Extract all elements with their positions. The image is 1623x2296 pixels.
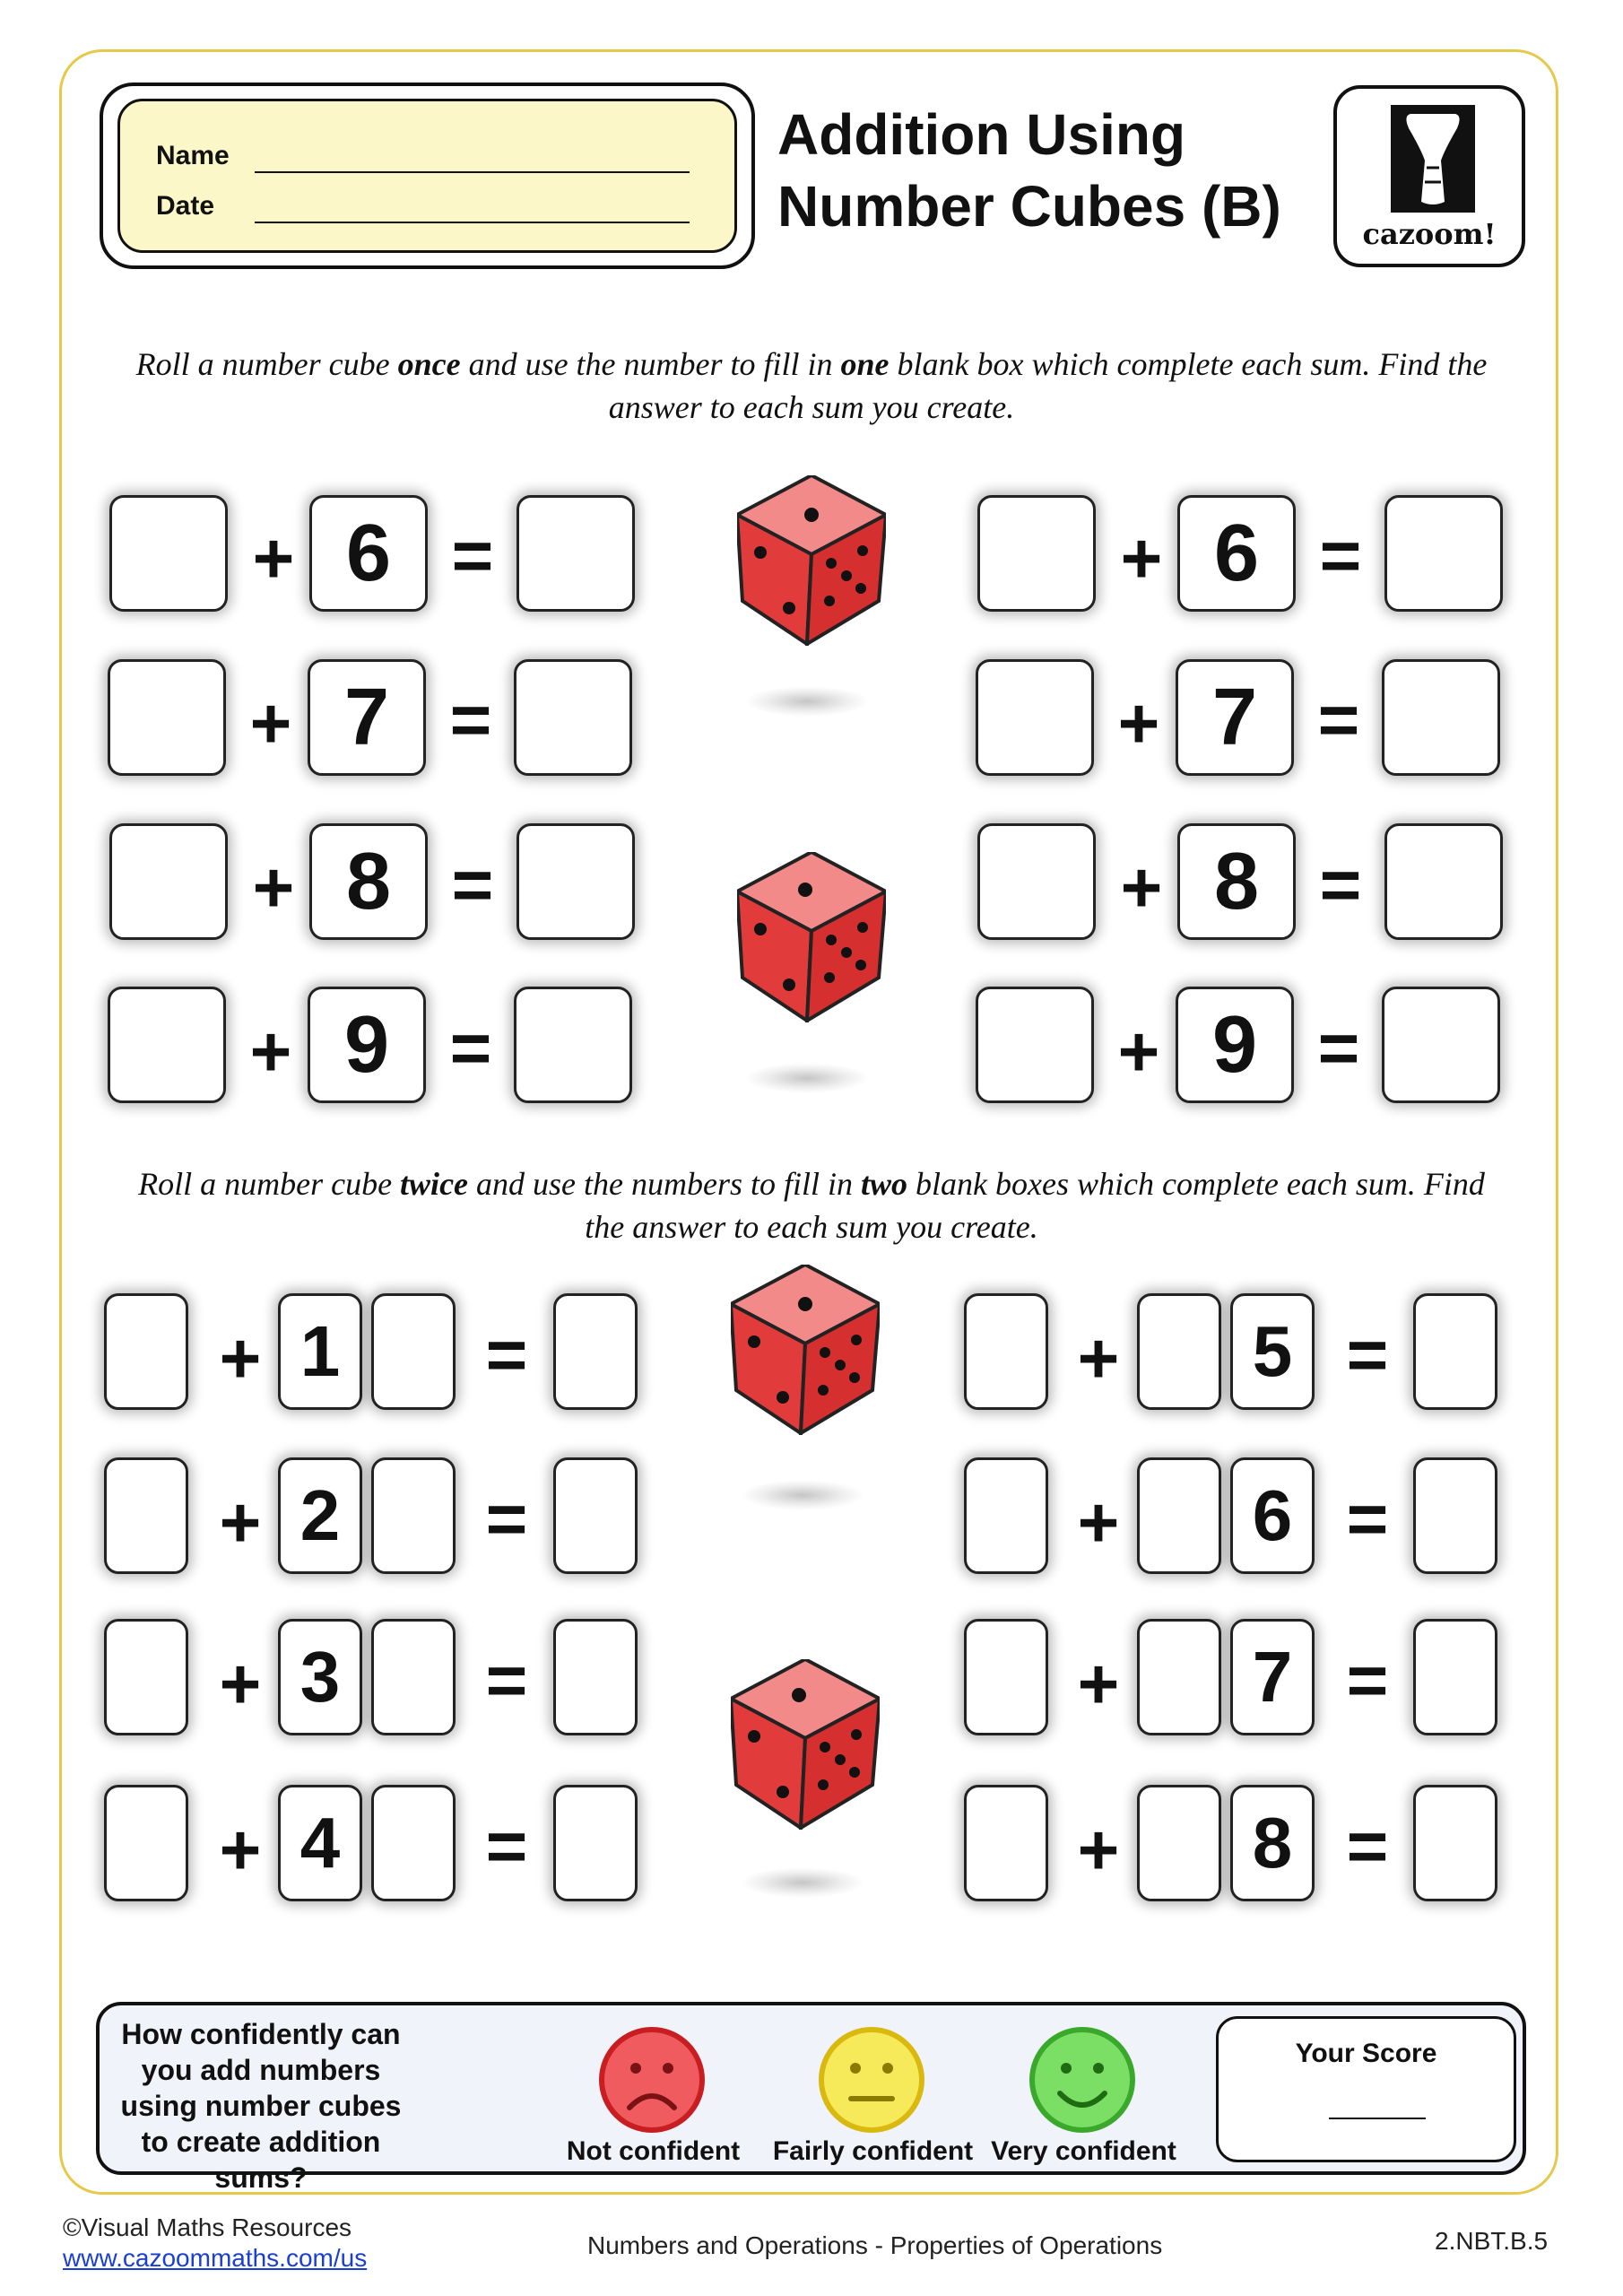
plus-sign: + xyxy=(1077,1483,1120,1562)
equals-sign: = xyxy=(485,1806,528,1886)
equals-sign: = xyxy=(1319,845,1362,925)
given-addend-box: 7 xyxy=(1176,659,1294,776)
footer-topic: Numbers and Operations - Properties of Operations xyxy=(587,2231,1163,2259)
blank-addend-box[interactable] xyxy=(104,1619,188,1735)
blank-addend-box[interactable] xyxy=(109,823,228,940)
equals-sign: = xyxy=(449,1008,492,1088)
given-addend-box: 7 xyxy=(308,659,426,776)
given-addend-box: 9 xyxy=(308,987,426,1103)
section1-instruction: Roll a number cube once and use the number to fill in one blank box which complete each sum. Find the answer to each sum you create. xyxy=(135,346,1488,425)
answer-box[interactable] xyxy=(1413,1293,1497,1410)
footer-copyright: ©Visual Maths Resources xyxy=(63,2213,352,2241)
plus-sign: + xyxy=(219,1318,262,1398)
plus-sign: + xyxy=(1120,848,1163,927)
happy-face-icon[interactable] xyxy=(1028,2025,1137,2135)
answer-box[interactable] xyxy=(1384,495,1503,612)
equals-sign: = xyxy=(485,1315,528,1395)
answer-box[interactable] xyxy=(1382,987,1500,1103)
dice-icon xyxy=(731,1265,880,1435)
plus-sign: + xyxy=(1117,683,1160,763)
dice-shadow xyxy=(744,686,870,717)
plus-sign: + xyxy=(219,1810,262,1890)
sad-face-icon[interactable] xyxy=(597,2025,707,2135)
plus-sign: + xyxy=(219,1483,262,1562)
plus-sign: + xyxy=(1077,1318,1120,1398)
section2-instruction: Roll a number cube twice and use the numbers to fill in two blank boxes which complete each sum. Find the answer to each sum you create. xyxy=(138,1166,1485,1245)
equals-sign: = xyxy=(451,516,494,596)
blank-addend-box[interactable] xyxy=(964,1619,1048,1735)
blank-tens-digit-box[interactable] xyxy=(1137,1457,1221,1574)
blank-addend-box[interactable] xyxy=(976,659,1094,776)
logo-text: cazoom! xyxy=(1362,217,1497,251)
plus-sign: + xyxy=(1077,1644,1120,1724)
equals-sign: = xyxy=(1346,1315,1389,1395)
given-addend-box: 6 xyxy=(1177,495,1296,612)
equals-sign: = xyxy=(1317,680,1360,760)
answer-box[interactable] xyxy=(1413,1785,1497,1901)
footer-website-link[interactable]: www.cazoommaths.com/us xyxy=(63,2244,368,2272)
dice-icon xyxy=(731,1659,880,1830)
equals-sign: = xyxy=(449,680,492,760)
given-addend-box: 9 xyxy=(1176,987,1294,1103)
plus-sign: + xyxy=(252,848,295,927)
blank-ones-digit-box[interactable] xyxy=(371,1619,456,1735)
blank-addend-box[interactable] xyxy=(976,987,1094,1103)
given-ones-digit-box: 8 xyxy=(1230,1785,1315,1901)
name-date-panel xyxy=(100,83,755,269)
djembe-drum-icon xyxy=(1391,105,1475,213)
given-ones-digit-box: 5 xyxy=(1230,1293,1315,1410)
score-line xyxy=(1329,2118,1426,2119)
dice-shadow xyxy=(744,1063,870,1093)
dice-shadow xyxy=(740,1480,865,1510)
answer-box[interactable] xyxy=(1384,823,1503,940)
fairly-confident-label: Fairly confident xyxy=(772,2136,974,2166)
equals-sign: = xyxy=(1346,1479,1389,1559)
name-label: Name xyxy=(156,141,230,170)
given-tens-digit-box: 3 xyxy=(278,1619,362,1735)
blank-tens-digit-box[interactable] xyxy=(1137,1619,1221,1735)
blank-addend-box[interactable] xyxy=(964,1785,1048,1901)
answer-box[interactable] xyxy=(1413,1619,1497,1735)
answer-box[interactable] xyxy=(553,1457,638,1574)
given-ones-digit-box: 7 xyxy=(1230,1619,1315,1735)
name-field[interactable] xyxy=(255,171,690,173)
answer-box[interactable] xyxy=(514,987,632,1103)
cazoom-logo xyxy=(1333,85,1525,267)
footer-standard: 2.NBT.B.5 xyxy=(1435,2227,1549,2255)
plus-sign: + xyxy=(252,518,295,598)
blank-addend-box[interactable] xyxy=(109,495,228,612)
given-tens-digit-box: 4 xyxy=(278,1785,362,1901)
equals-sign: = xyxy=(1346,1806,1389,1886)
blank-ones-digit-box[interactable] xyxy=(371,1293,456,1410)
answer-box[interactable] xyxy=(553,1293,638,1410)
dice-shadow xyxy=(740,1867,865,1898)
page-title: Addition Using Number Cubes (B) xyxy=(777,102,1281,239)
blank-tens-digit-box[interactable] xyxy=(1137,1293,1221,1410)
blank-addend-box[interactable] xyxy=(108,987,226,1103)
blank-addend-box[interactable] xyxy=(108,659,226,776)
blank-ones-digit-box[interactable] xyxy=(371,1785,456,1901)
blank-addend-box[interactable] xyxy=(977,495,1096,612)
blank-tens-digit-box[interactable] xyxy=(1137,1785,1221,1901)
score-label: Your Score xyxy=(1295,2039,1437,2068)
blank-addend-box[interactable] xyxy=(104,1293,188,1410)
equals-sign: = xyxy=(451,845,494,925)
score-box[interactable] xyxy=(1216,2016,1516,2162)
given-ones-digit-box: 6 xyxy=(1230,1457,1315,1574)
equals-sign: = xyxy=(485,1479,528,1559)
answer-box[interactable] xyxy=(514,659,632,776)
given-addend-box: 8 xyxy=(309,823,428,940)
not-confident-label: Not confident xyxy=(566,2136,741,2166)
blank-addend-box[interactable] xyxy=(104,1457,188,1574)
blank-addend-box[interactable] xyxy=(964,1457,1048,1574)
blank-addend-box[interactable] xyxy=(977,823,1096,940)
plus-sign: + xyxy=(249,683,292,763)
equals-sign: = xyxy=(485,1640,528,1720)
answer-box[interactable] xyxy=(1413,1457,1497,1574)
confidence-question: How confidently can you add numbers using number cubes to create addition sums? xyxy=(120,2018,402,2194)
answer-box[interactable] xyxy=(516,823,635,940)
given-tens-digit-box: 2 xyxy=(278,1457,362,1574)
blank-ones-digit-box[interactable] xyxy=(371,1457,456,1574)
equals-sign: = xyxy=(1317,1008,1360,1088)
plus-sign: + xyxy=(249,1012,292,1091)
plus-sign: + xyxy=(1120,518,1163,598)
plus-sign: + xyxy=(1077,1810,1120,1890)
answer-box[interactable] xyxy=(553,1619,638,1735)
blank-addend-box[interactable] xyxy=(964,1293,1048,1410)
confidence-panel xyxy=(96,2002,1526,2194)
date-field[interactable] xyxy=(255,222,690,223)
dice-icon xyxy=(737,852,886,1022)
equals-sign: = xyxy=(1319,516,1362,596)
neutral-face-icon[interactable] xyxy=(817,2025,926,2135)
given-addend-box: 6 xyxy=(309,495,428,612)
answer-box[interactable] xyxy=(1382,659,1500,776)
given-addend-box: 8 xyxy=(1177,823,1296,940)
blank-addend-box[interactable] xyxy=(104,1785,188,1901)
plus-sign: + xyxy=(1117,1012,1160,1091)
answer-box[interactable] xyxy=(516,495,635,612)
plus-sign: + xyxy=(219,1644,262,1724)
answer-box[interactable] xyxy=(553,1785,638,1901)
equals-sign: = xyxy=(1346,1640,1389,1720)
dice-icon xyxy=(737,475,886,646)
given-tens-digit-box: 1 xyxy=(278,1293,362,1410)
date-label: Date xyxy=(156,191,215,221)
very-confident-label: Very confident xyxy=(991,2136,1176,2166)
